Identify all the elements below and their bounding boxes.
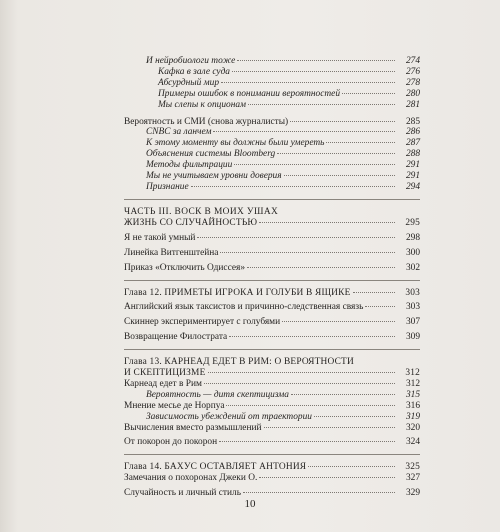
toc-group-1 [124,56,420,111]
toc-group-2 [124,117,420,193]
toc-entry: Мы не учитываем уровни доверия 291 [146,171,420,182]
part-title: ЧАСТЬ III. ВОСК В МОИХ УШАХ [124,206,279,217]
toc-part-3 [124,207,420,274]
toc-entry: Возвращение Филострата 309 [124,332,420,343]
toc-entry: Методы фильтрации 291 [146,160,420,171]
toc-entry: Примеры ошибок в понимании вероятностей 280 [158,88,420,99]
chapter-title: Глава 13. КАРНЕАД ЕДЕТ В РИМ: О ВЕРОЯТНОСТИ [124,357,354,368]
toc-entry: Мы слепы к опционам 281 [158,99,420,110]
toc-entry: Я не такой умный 298 [124,232,420,243]
toc-entry: Карнеад едет в Рим 312 [124,378,420,389]
toc-entry: Английский язык таксистов и причинно-следственная связь 303 [124,302,420,313]
toc-entry: Вычисления вместо размышлений 320 [124,422,420,433]
toc-entry: Вероятность — дитя скептицизма 315 [146,389,420,400]
toc-entry: CNBC за ланчем 286 [146,127,420,138]
divider [124,349,420,350]
toc-entry: Мнение месье де Норпуа 316 [124,400,420,411]
toc-chapter-12 [124,288,420,344]
toc-entry: Случайность и личный стиль 329 [124,488,420,499]
toc-entry: К этому моменту вы должны были умереть 287 [146,138,420,149]
toc-entry: Кафка в зале суда 276 [158,66,420,77]
toc-chapter-13 [124,357,420,448]
toc-entry: Зависимость убеждений от траектории 319 [146,411,420,422]
chapter-title: Глава 14. БАХУС ОСТАВЛЯЕТ АНТОНИЯ 325 [124,462,420,473]
toc-entry: Абсурдный мир 278 [158,77,420,88]
toc-section-heading: Вероятность и СМИ (снова журналисты) 285 [124,116,420,127]
chapter-title: Глава 12. ПРИМЕТЫ ИГРОКА И ГОЛУБИ В ЯЩИКЕ 303 [124,287,420,298]
chapter-title-line2: И СКЕПТИЦИЗМЕ 312 [124,368,420,379]
divider [124,280,420,281]
page-number: 10 [244,498,256,510]
toc-entry: Скиннер экспериментирует с голубями 307 [124,317,420,328]
divider [124,454,420,455]
toc-entry: От покорон до покорон 324 [124,437,420,448]
toc-chapter-14 [124,462,420,499]
toc-entry: Приказ «Отключить Одиссея» 302 [124,262,420,273]
toc-entry: Признание 294 [146,181,420,192]
toc-entry: Замечания о похоронах Джеки О. 327 [124,473,420,484]
toc-entry: Объяснения системы Bloomberg 288 [146,149,420,160]
divider [124,199,420,200]
toc-entry: Линейка Витгенштейна 300 [124,247,420,258]
table-of-contents [124,56,420,499]
part-title-line2: ЖИЗНЬ СО СЛУЧАЙНОСТЬЮ 295 [124,217,420,228]
toc-entry: И нейробиологи тоже 274 [146,56,420,66]
